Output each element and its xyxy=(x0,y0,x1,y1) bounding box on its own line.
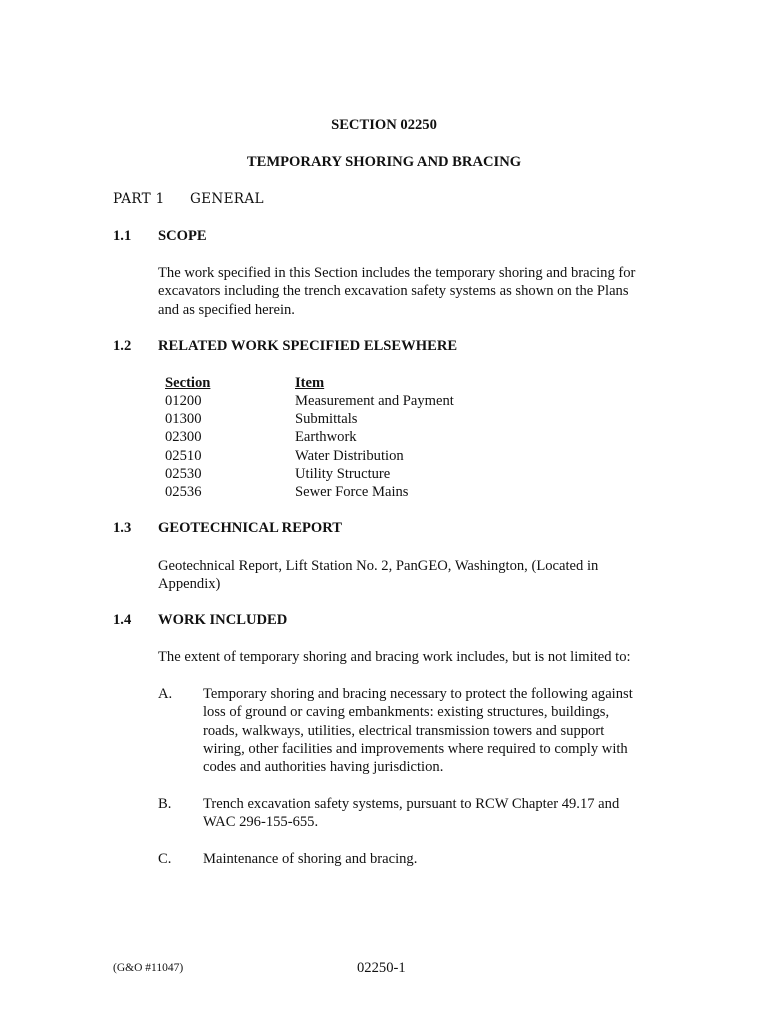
s11-heading: SCOPE xyxy=(158,228,207,244)
s11-text: The work specified in this Section includes the temporary shoring and bracing for excavators including the trench excavation safety systems as shown on the Plans and as specified herein. xyxy=(158,265,636,318)
footer-page-number: 02250-1 xyxy=(357,960,406,976)
item-a-text: Temporary shoring and bracing necessary to protect the following against loss of ground or caving embankments: existing structures, buildings, roads, walkways, utilities, electrical transmission towers and support wiring, other facilities and improvements where required to comply with codes and authorities having jurisdiction. xyxy=(203,686,633,776)
row-item: Measurement and Payment xyxy=(295,393,454,409)
row-item: Sewer Force Mains xyxy=(295,484,409,500)
item-c-text: Maintenance of shoring and bracing. xyxy=(203,851,418,867)
row-section: 02536 xyxy=(165,484,202,500)
col-item-header: Item xyxy=(295,375,325,391)
item-b-letter: B. xyxy=(158,796,172,812)
s11-number: 1.1 xyxy=(113,228,132,244)
s13-text: Geotechnical Report, Lift Station No. 2, PanGEO, Washington, (Located in Appendix) xyxy=(158,558,599,593)
row-item: Water Distribution xyxy=(295,448,404,464)
part-name: GENERAL xyxy=(190,191,264,207)
section-title: TEMPORARY SHORING AND BRACING xyxy=(246,154,522,170)
row-section: 02530 xyxy=(165,466,202,482)
row-item: Submittals xyxy=(295,411,358,427)
section-number: SECTION 02250 xyxy=(331,117,437,133)
row-section: 01200 xyxy=(165,393,202,409)
row-section: 02510 xyxy=(165,448,202,464)
s13-number: 1.3 xyxy=(113,520,132,536)
s14-number: 1.4 xyxy=(113,612,132,628)
s12-number: 1.2 xyxy=(113,338,132,354)
footer-job-number: (G&O #11047) xyxy=(113,962,184,974)
item-b-text: Trench excavation safety systems, pursuant to RCW Chapter 49.17 and WAC 296-155-655. xyxy=(203,796,620,831)
item-a-letter: A. xyxy=(158,686,173,702)
row-section: 02300 xyxy=(165,429,202,445)
col-section-header: Section xyxy=(165,375,211,391)
row-item: Earthwork xyxy=(295,429,357,445)
item-c-letter: C. xyxy=(158,851,172,867)
s12-heading: RELATED WORK SPECIFIED ELSEWHERE xyxy=(158,338,458,354)
part-label: PART 1 xyxy=(113,191,165,207)
s14-intro: The extent of temporary shoring and bracing work includes, but is not limited to: xyxy=(158,649,631,665)
row-section: 01300 xyxy=(165,411,202,427)
s13-heading: GEOTECHNICAL REPORT xyxy=(158,520,342,536)
s14-heading: WORK INCLUDED xyxy=(158,612,288,628)
row-item: Utility Structure xyxy=(295,466,391,482)
